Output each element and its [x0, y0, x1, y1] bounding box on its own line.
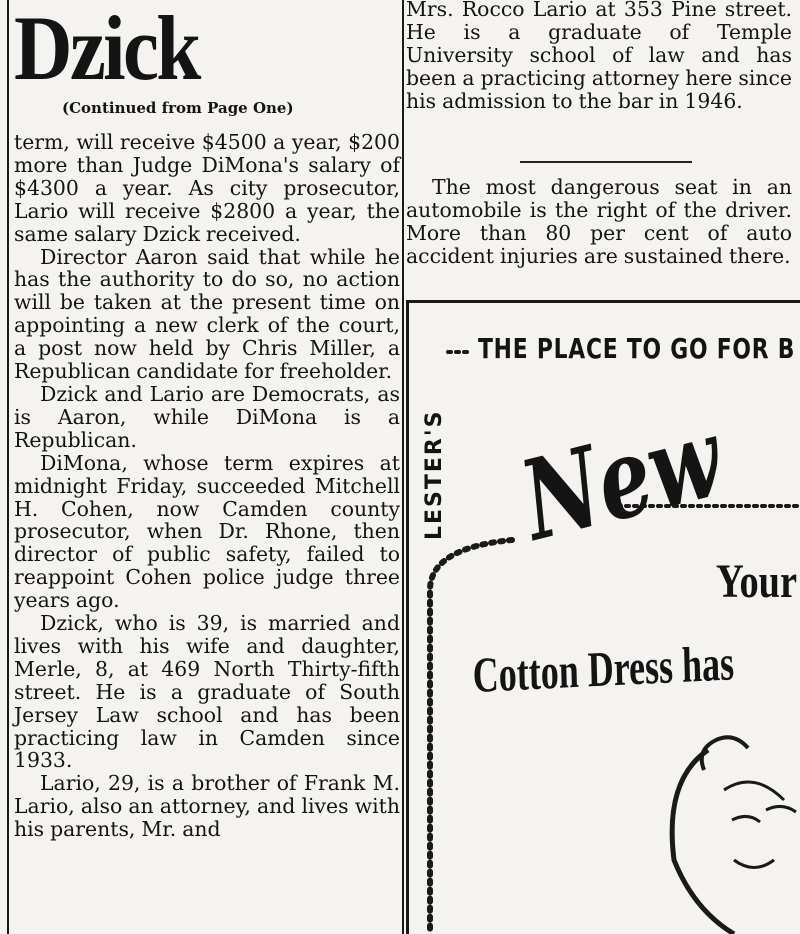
- article-column-left: [14, 131, 400, 841]
- filler-paragraph: The most dangerous seat in an automobile is the right of the driver. More than 80 per cent of auto accident injuries are sustained there.: [406, 175, 792, 268]
- paragraph-5: Dzick, who is 39, is married and lives with his wife and daughter, Merle, 8, at 469 North Thirty-fifth street. He is a graduate of South Jersey Law school and has been practicing law in Camden since 1933.: [14, 611, 400, 773]
- left-column-rule: [7, 0, 9, 934]
- paragraph-2: Director Aaron said that while he has the authority to do so, no action will be taken at the present time on appointing a new clerk of the court, a post now held by Chris Miller, a Republican candidate for freeholder.: [14, 244, 400, 384]
- paragraph-4: DiMona, whose term expires at midnight Friday, succeeded Mitchell H. Cohen, now Camden county prosecutor, when Dr. Rhone, then director of public safety, failed to reappoint Cohen police judge three years ago.: [14, 450, 400, 613]
- paragraph-6: Lario, 29, is a brother of Frank M. Lario, also an attorney, and lives with his parents, Mr. and: [14, 771, 400, 842]
- ad-new-script: New: [509, 392, 734, 566]
- paragraph-1: term, will receive $4500 a year, $200 more than Judge DiMona's salary of $4300 a year. As city prosecutor, Lario will receive $2800 a year, the same salary Dzick received.: [14, 130, 400, 246]
- paragraph-continued: Mrs. Rocco Lario at 353 Pine street. He is a graduate of Temple University school of law and has been a practicing attorney here since his admission to the bar in 1946.: [406, 0, 792, 113]
- filler-item: [406, 176, 792, 268]
- article-headline: Dzick: [14, 0, 199, 99]
- ad-headline-line2: Cotton Dress has: [472, 634, 735, 703]
- continued-note: (Continued from Page One): [62, 99, 294, 117]
- article-column-right: [406, 0, 792, 113]
- ad-tagline: THE PLACE TO GO FOR B: [478, 332, 796, 365]
- ad-dotted-frame: [404, 300, 800, 934]
- advertisement: [404, 300, 800, 934]
- article-separator: [520, 161, 692, 163]
- paragraph-3: Dzick and Lario are Democrats, as is Aaron, while DiMona is a Republican.: [14, 381, 400, 452]
- ad-headline-line1: Your: [716, 555, 798, 608]
- ad-brand: LESTER'S: [422, 409, 447, 540]
